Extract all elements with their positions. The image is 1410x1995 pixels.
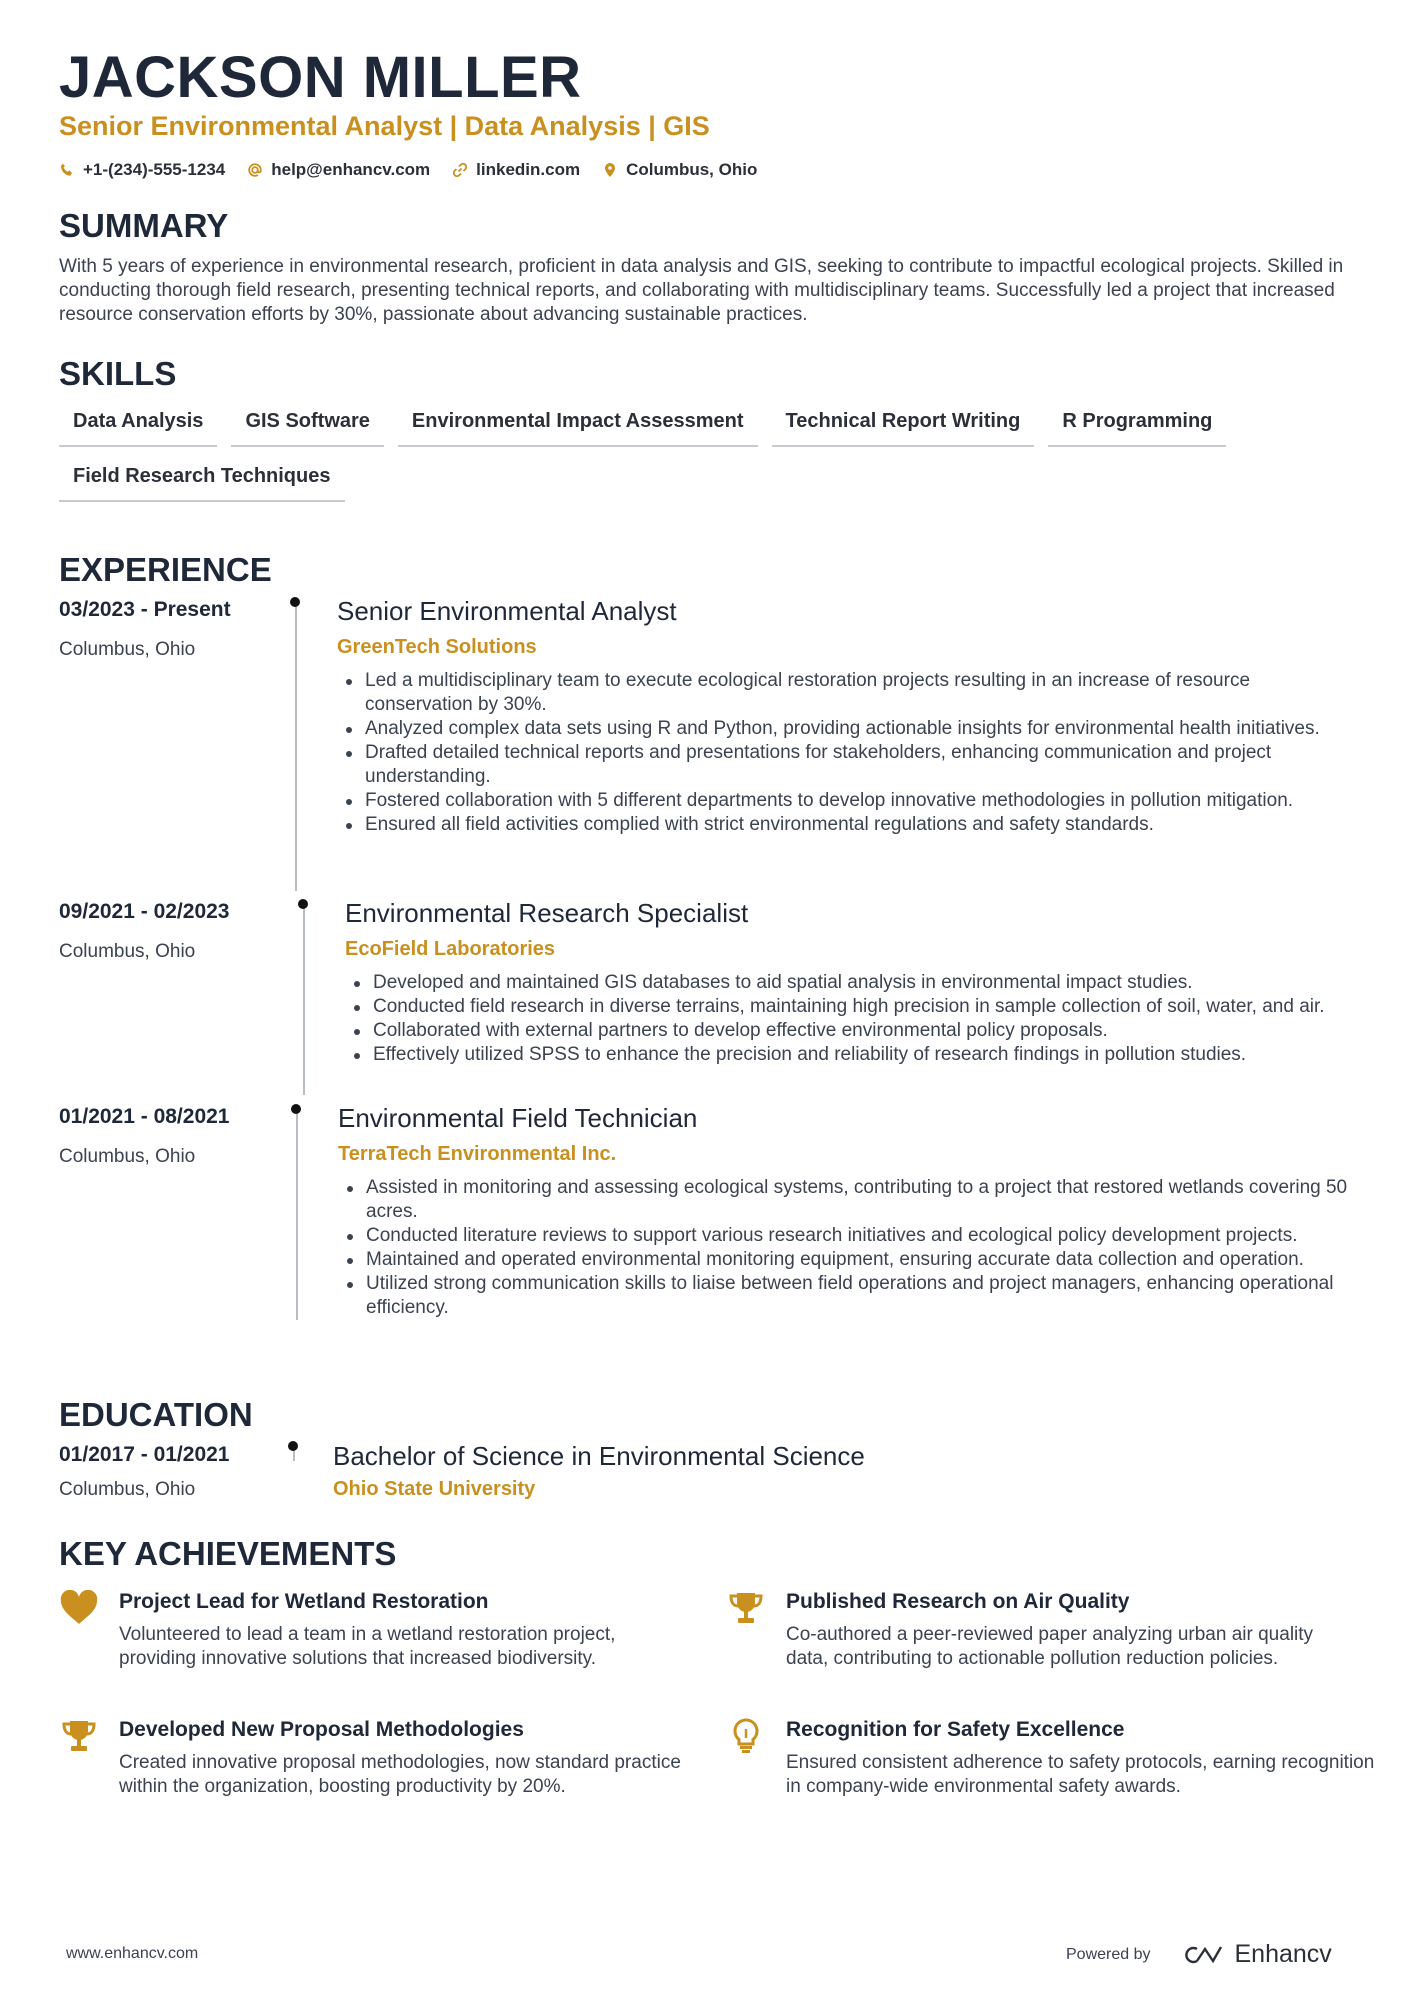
school-name: Ohio State University (333, 1478, 536, 1500)
enhancv-logo-icon (1179, 1942, 1227, 1968)
achievements-heading: KEY ACHIEVEMENTS (59, 1535, 397, 1572)
contact-linkedin[interactable] (452, 160, 580, 180)
list-item: Effectively utilized SPSS to enhance the precision and reliability of research findings in pollution studies. (345, 1043, 1360, 1067)
skill-tag: GIS Software (231, 410, 383, 447)
phone-icon (59, 162, 75, 178)
summary-heading: SUMMARY (59, 207, 229, 244)
job-location: Columbus, Ohio (59, 1146, 196, 1167)
list-item: Analyzed complex data sets using R and Python, providing actionable insights for environmental health initiatives. (337, 717, 1357, 741)
achievement-title: Recognition for Safety Excellence (786, 1718, 1125, 1741)
location-pin-icon (602, 162, 618, 178)
skill-tag: Technical Report Writing (772, 410, 1035, 447)
job-title: Environmental Research Specialist (345, 898, 749, 928)
job-bullets (338, 1176, 1358, 1320)
education-heading: EDUCATION (59, 1396, 253, 1433)
education-date: 01/2017 - 01/2021 (59, 1443, 230, 1466)
education-location: Columbus, Ohio (59, 1479, 196, 1500)
achievement-title: Project Lead for Wetland Restoration (119, 1590, 489, 1613)
job-bullets (337, 669, 1357, 837)
skill-tag: Field Research Techniques (59, 465, 345, 502)
experience-heading: EXPERIENCE (59, 551, 272, 588)
achievement-item (59, 1718, 681, 1828)
list-item: Ensured all field activities complied with strict environmental regulations and safety standards. (337, 813, 1357, 837)
job-date: 03/2023 - Present (59, 598, 231, 621)
list-item: Conducted field research in diverse terrains, maintaining high precision in sample collection of soil, water, and air. (345, 995, 1360, 1019)
timeline-line (295, 603, 297, 891)
powered-by-label: Powered by (1066, 1945, 1151, 1963)
skill-tag: Data Analysis (59, 410, 217, 447)
phone-text: +1-(234)-555-1234 (83, 160, 226, 179)
timeline-dot (288, 1441, 298, 1451)
skill-tag: Environmental Impact Assessment (398, 410, 758, 447)
list-item: Assisted in monitoring and assessing ecological systems, contributing to a project that restored wetlands covering 50 acres. (338, 1176, 1358, 1224)
headline: Senior Environmental Analyst | Data Analysis | GIS (59, 111, 710, 141)
list-item: Fostered collaboration with 5 different departments to develop innovative methodologies in pollution mitigation. (337, 789, 1357, 813)
list-item: Drafted detailed technical reports and presentations for stakeholders, enhancing communication and project understanding. (337, 741, 1357, 789)
list-item: Utilized strong communication skills to liaise between field operations and project managers, enhancing operational efficiency. (338, 1272, 1358, 1320)
achievement-desc: Volunteered to lead a team in a wetland restoration project, providing innovative solutions that increased biodiversity. (119, 1624, 616, 1669)
trophy-icon (59, 1718, 99, 1754)
job-date: 09/2021 - 02/2023 (59, 900, 230, 923)
timeline-dot (298, 899, 308, 909)
timeline-line (303, 905, 305, 1095)
contact-phone[interactable] (59, 160, 225, 180)
list-item: Conducted literature reviews to support various research initiatives and ecological policy development projects. (338, 1224, 1358, 1248)
company-name: GreenTech Solutions (337, 636, 537, 658)
achievement-item (726, 1590, 1314, 1700)
brand-name: Enhancv (1234, 1940, 1332, 1968)
list-item: Developed and maintained GIS databases to aid spatial analysis in environmental impact studies. (345, 971, 1360, 995)
contact-location (602, 160, 757, 180)
contact-bar (59, 160, 757, 180)
footer-branding (1066, 1940, 1332, 1969)
brand-logo[interactable] (1179, 1940, 1332, 1969)
job-bullets (345, 971, 1360, 1067)
achievement-item (726, 1718, 1375, 1808)
contact-email[interactable] (247, 160, 430, 180)
timeline-dot (290, 597, 300, 607)
linkedin-text: linkedin.com (476, 160, 581, 179)
job-location: Columbus, Ohio (59, 639, 196, 660)
job-location: Columbus, Ohio (59, 941, 196, 962)
degree: Bachelor of Science in Environmental Science (333, 1441, 865, 1471)
heart-icon (59, 1590, 99, 1626)
job-date: 01/2021 - 08/2021 (59, 1105, 230, 1128)
timeline-dot (291, 1104, 301, 1114)
job-title: Senior Environmental Analyst (337, 596, 677, 626)
achievement-title: Published Research on Air Quality (786, 1590, 1130, 1613)
lightbulb-icon (726, 1718, 766, 1754)
achievement-desc: Created innovative proposal methodologies, now standard practice within the organization, boosting productivity by 20%. (119, 1752, 681, 1797)
job-title: Environmental Field Technician (338, 1103, 698, 1133)
email-text: help@enhancv.com (271, 160, 431, 179)
list-item: Maintained and operated environmental monitoring equipment, ensuring accurate data collection and operation. (338, 1248, 1358, 1272)
list-item: Collaborated with external partners to develop effective environmental policy proposals. (345, 1019, 1360, 1043)
at-icon (247, 162, 263, 178)
timeline-line (296, 1110, 298, 1320)
achievement-desc: Ensured consistent adherence to safety protocols, earning recognition in company-wide environmental safety awards. (786, 1752, 1375, 1797)
achievement-item (59, 1590, 639, 1680)
company-name: EcoField Laboratories (345, 938, 556, 960)
summary-text: With 5 years of experience in environmental research, proficient in data analysis and GIS, seeking to contribute to impactful ecological projects. Skilled in conducting thorough field research, presenting technical reports, and collaborating with multidisciplinary teams. Successfully led a project that increased resource conservation efforts by 30%, passionate about advancing sustainable practices. (59, 256, 1344, 325)
achievement-title: Developed New Proposal Methodologies (119, 1718, 524, 1741)
skills-heading: SKILLS (59, 355, 177, 392)
trophy-icon (726, 1590, 766, 1626)
skill-tag: R Programming (1048, 410, 1226, 447)
location-text: Columbus, Ohio (626, 160, 758, 179)
skills-list (59, 410, 1359, 502)
achievement-desc: Co-authored a peer-reviewed paper analyzing urban air quality data, contributing to actionable pollution reduction policies. (786, 1624, 1314, 1669)
footer-website[interactable]: www.enhancv.com (66, 1945, 199, 1962)
link-icon (452, 162, 468, 178)
candidate-name: JACKSON MILLER (59, 45, 582, 110)
list-item: Led a multidisciplinary team to execute ecological restoration projects resulting in an increase of resource conservation by 30%. (337, 669, 1357, 717)
company-name: TerraTech Environmental Inc. (338, 1143, 617, 1165)
